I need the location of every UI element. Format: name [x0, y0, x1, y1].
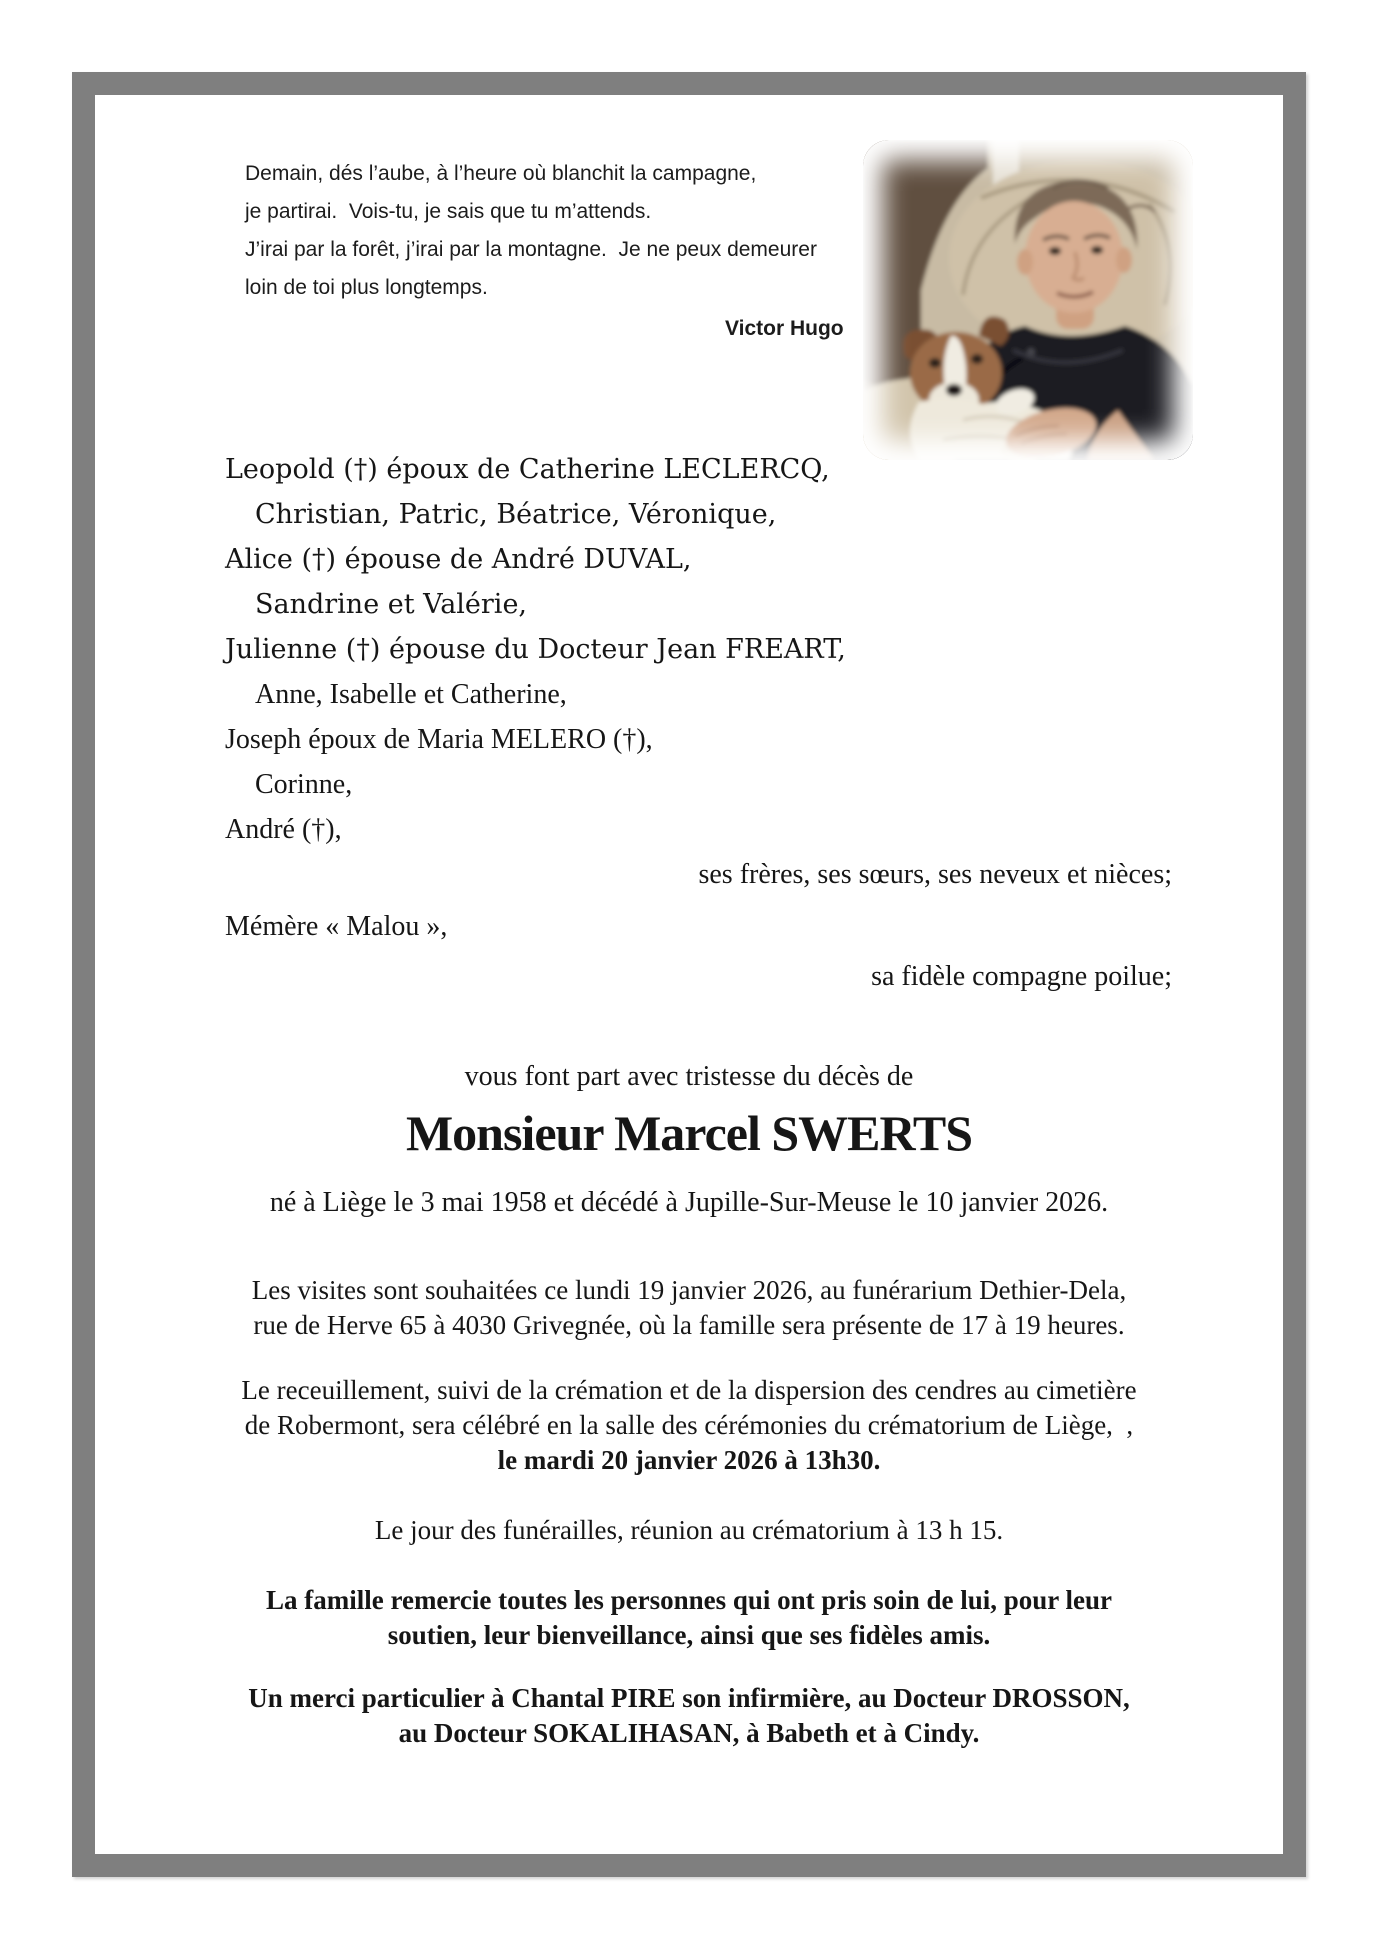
thanks-paragraph — [125, 1583, 1253, 1653]
gray-border-frame — [72, 72, 1306, 1877]
family-line-julienne: Julienne (†) épouse du Docteur Jean FREART, — [225, 634, 846, 665]
poem-attribution: Victor Hugo — [725, 317, 844, 340]
poem-line-1: Demain, dés l’aube, à l’heure où blanchit la campagne, — [245, 162, 757, 185]
family-list — [225, 447, 1172, 999]
visits-paragraph — [125, 1273, 1253, 1343]
ceremony-line-2: de Robermont, sera célébré en la salle des cérémonies du crématorium de Liège, , — [244, 1410, 1134, 1440]
deceased-name: Monsieur Marcel SWERTS — [405, 1105, 973, 1161]
family-line-memere: Mémère « Malou », — [225, 911, 448, 942]
visits-line-2: rue de Herve 65 à 4030 Grivegnée, où la famille sera présente de 17 à 19 heures. — [253, 1310, 1125, 1340]
birth-death-line: né à Liège le 3 mai 1958 et décédé à Jupille-Sur-Meuse le 10 janvier 2026. — [269, 1187, 1109, 1218]
announcement-intro: vous font part avec tristesse du décès de — [464, 1061, 914, 1092]
poem-line-4: loin de toi plus longtemps. — [245, 276, 488, 299]
visits-line-1: Les visites sont souhaitées ce lundi 19 janvier 2026, au funérarium Dethier-Dela, — [251, 1275, 1127, 1305]
family-line-leopold: Leopold (†) époux de Catherine LECLERCQ, — [225, 454, 830, 485]
ceremony-line-1: Le receuillement, suivi de la crémation et de la dispersion des cendres au cimetière — [241, 1375, 1137, 1405]
special-thanks-paragraph — [125, 1681, 1253, 1751]
poem-line-3: J’irai par la forêt, j’irai par la montagne. Je ne peux demeurer — [245, 238, 817, 261]
special-thanks-line-1: Un merci particulier à Chantal PIRE son infirmière, au Docteur DROSSON, — [248, 1683, 1130, 1713]
meeting-line: Le jour des funérailles, réunion au crématorium à 13 h 15. — [374, 1515, 1004, 1545]
family-line-christian: Christian, Patric, Béatrice, Véronique, — [255, 499, 777, 530]
thanks-line-2: soutien, leur bienveillance, ainsi que ses fidèles amis. — [387, 1620, 991, 1650]
family-line-joseph: Joseph époux de Maria MELERO (†), — [225, 724, 653, 755]
ceremony-date-line: le mardi 20 janvier 2026 à 13h30. — [497, 1445, 881, 1475]
family-line-siblings: ses frères, ses sœurs, ses neveux et nièces; — [698, 859, 1172, 890]
family-line-corinne: Corinne, — [255, 769, 353, 800]
meeting-paragraph — [125, 1513, 1253, 1548]
family-line-anne: Anne, Isabelle et Catherine, — [255, 679, 567, 710]
portrait-photo — [863, 140, 1193, 460]
thanks-line-1: La famille remercie toutes les personnes qui ont pris soin de lui, pour leur — [265, 1585, 1112, 1615]
poem-line-2: je partirai. Vois-tu, je sais que tu m’attends. — [245, 200, 652, 223]
special-thanks-line-2: au Docteur SOKALIHASAN, à Babeth et à Cindy. — [398, 1718, 980, 1748]
family-line-alice: Alice (†) épouse de André DUVAL, — [225, 544, 692, 575]
portrait-photo-illustration — [863, 140, 1193, 460]
family-line-companion: sa fidèle compagne poilue; — [871, 961, 1172, 992]
ceremony-paragraph — [125, 1373, 1253, 1478]
family-line-andre: André (†), — [225, 814, 342, 845]
poem-block — [245, 155, 817, 307]
family-line-sandrine: Sandrine et Valérie, — [255, 589, 528, 620]
